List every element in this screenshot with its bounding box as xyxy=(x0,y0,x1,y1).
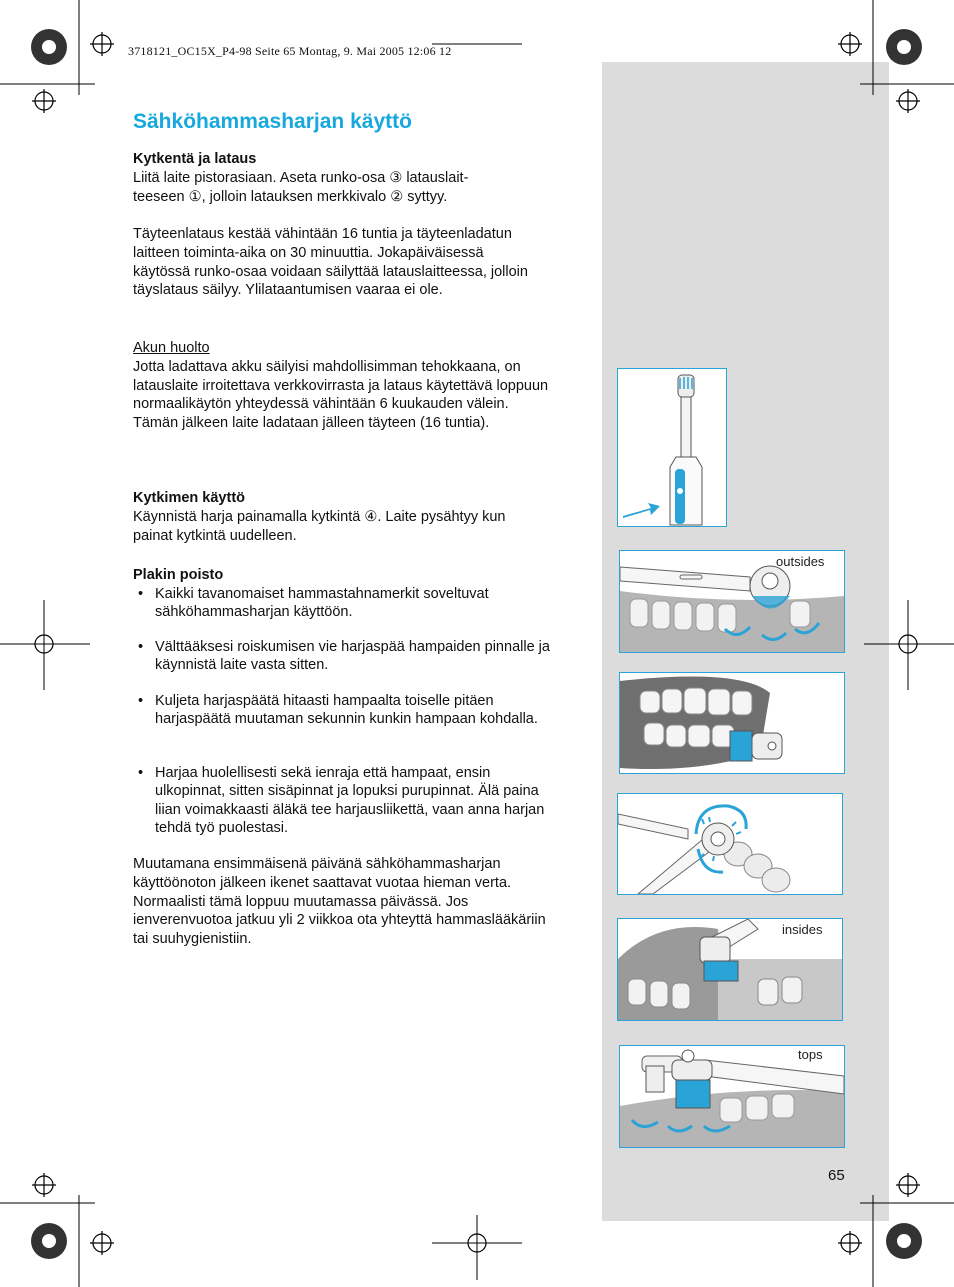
bullet-text: Harjaa huolellisesti sekä ienraja että hampaat, ensin ulkopinnat, sitten sisäpinnat ja lopuksi purupinnat. Älä paina liian voimakkaasti äläkä tee harjausliikettä, vaan anna harjan tehdä työ puolestasi. xyxy=(155,765,545,836)
battery-heading: Akun huolto xyxy=(133,340,210,356)
bullet-dot: • xyxy=(138,586,144,602)
print-header: 3718121_OC15X_P4-98 Seite 65 Montag, 9. Mai 2005 12:06 12 xyxy=(128,44,452,58)
bullet-dot: • xyxy=(138,639,144,655)
battery-text: Jotta ladattava akku säilyisi mahdollisimman tehokkaana, on latauslaite irroitettava verkkovirrasta ja lataus käytettävä loppuun normaalikäytön yhteydessä vähintään 6 kuukauden välein. Tämän jälkeen laite ladataan jälleen täyteen (16 tuntia). xyxy=(133,358,549,432)
plaque-closing: Muutamana ensimmäisenä päivänä sähköhammasharjan käyttöönoton jälkeen ikenet saattavat vuotaa hieman verta. Normaalisti tämä loppuu muutamassa päivässä. Jos ienverenvuotoa jatkuu yli 2 viikkoa ota yhteyttä hammaslääkäriin tai suuhygienistiin. xyxy=(133,856,546,948)
bullet-text: Välttääksesi roiskumisen vie harjaspää hampaiden pinnalle ja käynnistä laite vasta sitten. xyxy=(155,639,550,674)
outsides-label: outsides xyxy=(776,554,825,569)
bullet-text: Kuljeta harjaspäätä hitaasti hampaalta toiselle pitäen harjaspäätä muutaman sekunnin kunkin hampaan kohdalla. xyxy=(155,693,538,728)
bullet-text: Kaikki tavanomaiset hammastahnamerkit soveltuvat sähköhammasharjan käyttöön. xyxy=(155,586,489,621)
plaque-heading: Plakin poisto xyxy=(133,567,224,583)
charging-line2: teeseen ①, jolloin latauksen merkkivalo ② syttyy. xyxy=(133,188,448,205)
switch-heading: Kytkimen käyttö xyxy=(133,490,246,506)
charging-line1: Liitä laite pistorasiaan. Aseta runko-osa ③ latauslait- xyxy=(133,169,469,186)
insides-label: insides xyxy=(782,922,823,937)
bullet-dot: • xyxy=(138,693,144,709)
switch-text: Käynnistä harja painamalla kytkintä ④. Laite pysähtyy kun painat kytkintä uudelleen. xyxy=(133,508,506,544)
page-number: 65 xyxy=(828,1167,845,1184)
page-title: Sähköhammasharjan käyttö xyxy=(133,110,412,133)
charging-para2: Täyteenlataus kestää vähintään 16 tuntia ja täyteenladatun laitteen toiminta-aika on 30 minuuttia. Jokapäiväisessä käytössä runko-osaa voidaan säilyttää latauslaitteessa, jolloin täyslataus säilyy. Ylilataantumisen vaaraa ei ole. xyxy=(133,226,528,299)
charging-heading: Kytkentä ja lataus xyxy=(133,151,257,167)
bullet-dot: • xyxy=(138,765,144,781)
tops-label: tops xyxy=(798,1047,823,1062)
